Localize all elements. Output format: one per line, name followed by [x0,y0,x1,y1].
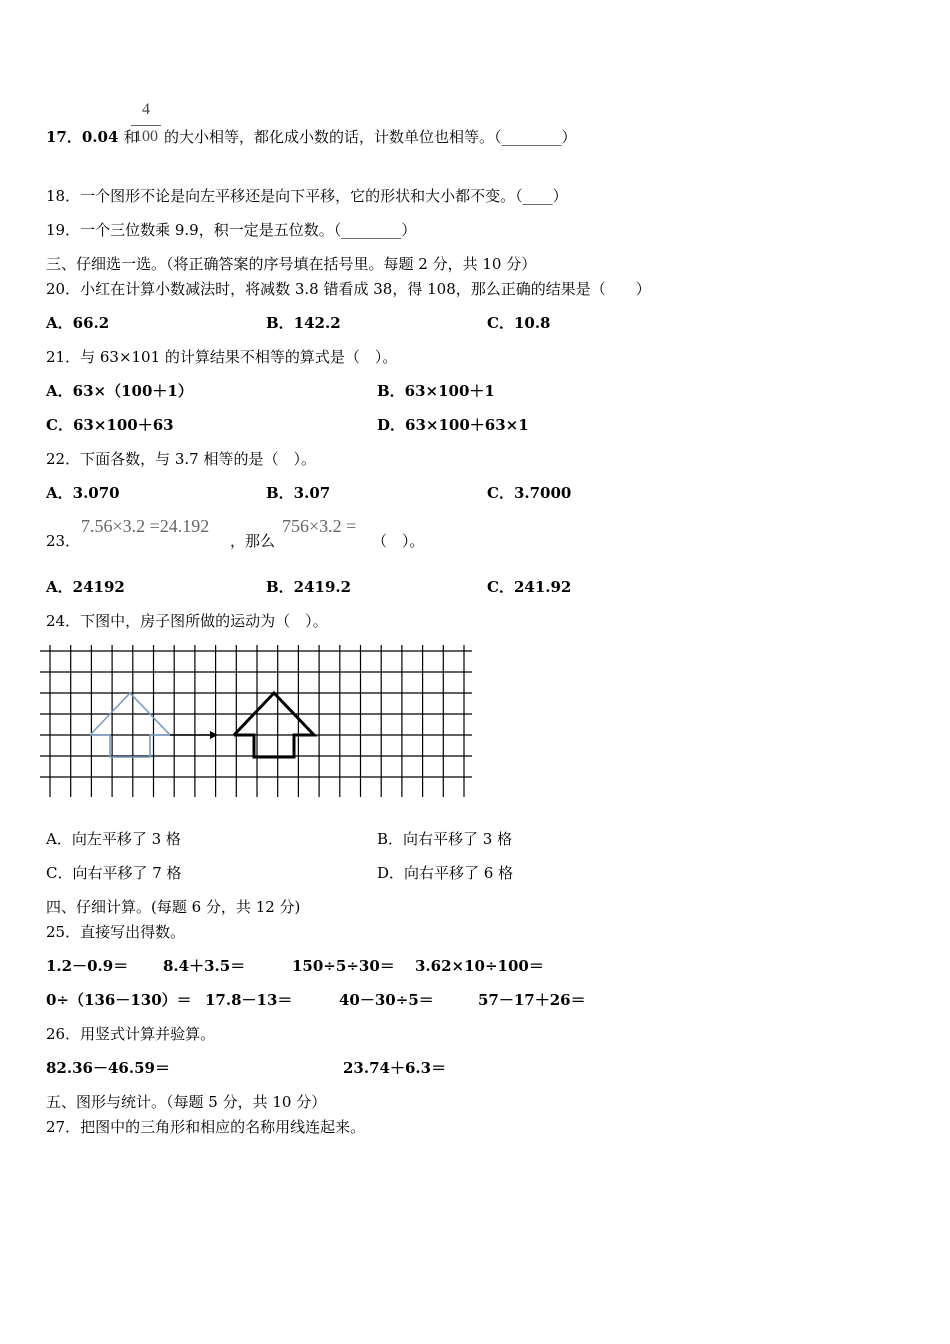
q17-fraction-denominator: 100 [134,128,158,145]
question-22: 22．下面各数，与 3.7 相等的是（ ）。 [46,450,316,468]
section-3-heading: 三、仔细选一选。（将正确答案的序号填在括号里。每题 2 分，共 10 分） [46,255,537,273]
q23-option-c[interactable]: C．241.92 [487,578,572,596]
q20-option-a[interactable]: A．66.2 [46,314,110,332]
question-21: 21．与 63×101 的计算结果不相等的算式是（ ）。 [46,348,398,366]
section-4-heading: 四、仔细计算。(每题 6 分，共 12 分) [46,898,301,916]
q25-item-8: 57－17＋26＝ [478,991,586,1009]
grid-lines [40,645,472,797]
q22-option-b[interactable]: B．3.07 [266,484,331,502]
q21-option-c[interactable]: C．63×100＋63 [46,416,174,434]
q25-item-3: 150÷5÷30＝ [292,957,395,975]
moved-house-outline [234,693,314,757]
q23-expression-2: 756×3.2 = [282,516,357,536]
section-5-heading: 五、图形与统计。（每题 5 分，共 10 分） [46,1093,327,1111]
q25-item-1: 1.2－0.9＝ [46,957,129,975]
original-house-outline [90,693,170,757]
question-24: 24．下图中，房子图所做的运动为（ ）。 [46,612,328,630]
question-20: 20．小红在计算小数减法时，将减数 3.8 错看成 38，得 108，那么正确的结果是（ ） [46,280,651,298]
question-19: 19．一个三位数乘 9.9，积一定是五位数。（________） [46,221,417,239]
question-26: 26．用竖式计算并验算。 [46,1025,216,1043]
q17-prefix: 17． [46,128,82,146]
q23-option-a[interactable]: A．24192 [46,578,125,596]
q17-suffix: 的大小相等，都化成小数的话，计数单位也相等。（________） [164,128,577,146]
q21-option-d[interactable]: D．63×100＋63×1 [377,416,529,434]
q17-number: 0.04 [81,128,119,146]
q26-item-2: 23.74＋6.3＝ [343,1059,447,1077]
q23-connector: ，那么 [230,532,276,550]
q24-option-b[interactable]: B．向右平移了 3 格 [377,830,513,848]
q22-option-c[interactable]: C．3.7000 [487,484,572,502]
question-17 [46,127,139,147]
q24-option-a[interactable]: A．向左平移了 3 格 [46,830,181,848]
q25-item-5: 0÷（136－130）＝ [46,991,192,1009]
q17-and: 和 [123,128,139,146]
question-27: 27．把图中的三角形和相应的名称用线连起来。 [46,1118,366,1136]
q21-option-b[interactable]: B．63×100＋1 [377,382,495,400]
q24-option-d[interactable]: D．向右平移了 6 格 [377,864,514,882]
q20-option-c[interactable]: C．10.8 [487,314,551,332]
q23-number: 23． [46,532,81,550]
q23-blank: （ ）。 [372,532,425,550]
translation-grid-figure [40,645,480,805]
q21-option-a[interactable]: A．63×（100＋1） [46,382,193,400]
q25-item-4: 3.62×10÷100＝ [415,957,544,975]
q24-option-c[interactable]: C．向右平移了 7 格 [46,864,182,882]
q23-expression-1: 7.56×3.2 =24.192 [81,516,210,536]
q25-item-7: 40－30÷5＝ [339,991,434,1009]
q25-item-6: 17.8－13＝ [205,991,293,1009]
question-18: 18．一个图形不论是向左平移还是向下平移，它的形状和大小都不变。（____） [46,187,568,205]
q17-fraction-bar [131,125,161,126]
q22-option-a[interactable]: A．3.070 [46,484,120,502]
question-25: 25．直接写出得数。 [46,923,186,941]
q17-fraction-numerator: 4 [142,101,150,118]
movement-arrow-head [210,731,218,739]
q20-option-b[interactable]: B．142.2 [266,314,341,332]
q26-item-1: 82.36－46.59＝ [46,1059,170,1077]
q23-option-b[interactable]: B．2419.2 [266,578,352,596]
q25-item-2: 8.4＋3.5＝ [163,957,246,975]
